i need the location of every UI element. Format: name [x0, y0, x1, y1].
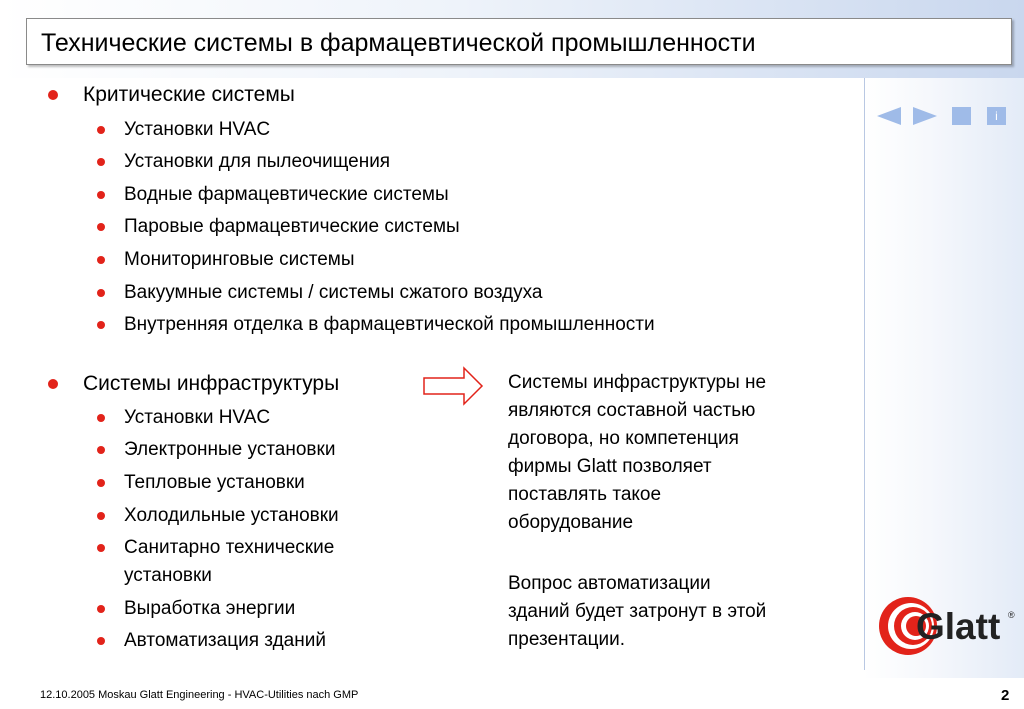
arrow-right-icon — [422, 366, 484, 406]
bullet-icon — [97, 256, 105, 264]
registered-mark: ® — [1008, 610, 1015, 620]
note-line: являются составной частью — [508, 400, 756, 421]
triangle-right-icon[interactable] — [912, 106, 938, 126]
note-line: поставлять такое — [508, 484, 662, 505]
bullet-icon — [97, 544, 105, 552]
bullet-icon — [48, 379, 58, 389]
page-title: Технические системы в фармацевтической промышленности — [41, 29, 756, 57]
list-item: Мониторинговые системы — [124, 249, 355, 270]
logo-text: Glatt — [916, 606, 1001, 647]
list-item: Электронные установки — [124, 439, 336, 460]
note-line: зданий будет затронут в этой — [508, 601, 767, 622]
side-panel — [864, 78, 1024, 678]
bullet-icon — [97, 126, 105, 134]
critical-heading: Критические системы — [83, 83, 295, 106]
list-item: Холодильные установки — [124, 505, 339, 526]
list-item: Автоматизация зданий — [124, 630, 326, 651]
list-item-continuation: установки — [124, 565, 212, 586]
note-line: фирмы Glatt позволяет — [508, 456, 712, 477]
bullet-icon — [97, 479, 105, 487]
bullet-icon — [97, 321, 105, 329]
bullet-icon — [97, 414, 105, 422]
infrastructure-heading: Системы инфраструктуры — [83, 372, 340, 395]
list-item: Тепловые установки — [124, 472, 305, 493]
bullet-icon — [97, 191, 105, 199]
bullet-icon — [97, 446, 105, 454]
list-item: Выработка энергии — [124, 598, 296, 619]
side-divider — [864, 78, 865, 670]
footer-text: 12.10.2005 Moskau Glatt Engineering - HVAC-Utilities nach GMP — [40, 689, 359, 701]
square-icon[interactable] — [952, 107, 971, 125]
note-line: презентации. — [508, 629, 626, 650]
bullet-icon — [97, 223, 105, 231]
list-item: Санитарно технические — [124, 537, 335, 558]
bullet-icon — [97, 512, 105, 520]
list-item: Паровые фармацевтические системы — [124, 216, 460, 237]
list-item: Водные фармацевтические системы — [124, 184, 449, 205]
note-line: оборудование — [508, 512, 634, 533]
list-item: Установки HVAC — [124, 119, 271, 140]
note-line: договора, но компетенция — [508, 428, 739, 449]
list-item: Внутренняя отделка в фармацевтической промышленности — [124, 314, 655, 335]
bullet-icon — [97, 289, 105, 297]
bullet-icon — [97, 637, 105, 645]
bullet-icon — [97, 158, 105, 166]
bullet-icon — [97, 605, 105, 613]
bullet-icon — [48, 90, 58, 100]
info-icon[interactable]: i — [987, 107, 1006, 125]
list-item: Установки HVAC — [124, 407, 271, 428]
triangle-left-icon[interactable] — [876, 106, 902, 126]
list-item: Установки для пылеочищения — [124, 151, 391, 172]
glatt-logo — [878, 596, 1018, 656]
note-line: Вопрос автоматизации — [508, 573, 711, 594]
page-number: 2 — [1001, 687, 1010, 704]
note-line: Системы инфраструктуры не — [508, 372, 767, 393]
list-item: Вакуумные системы / системы сжатого воздуха — [124, 282, 543, 303]
title-box — [26, 18, 1012, 65]
